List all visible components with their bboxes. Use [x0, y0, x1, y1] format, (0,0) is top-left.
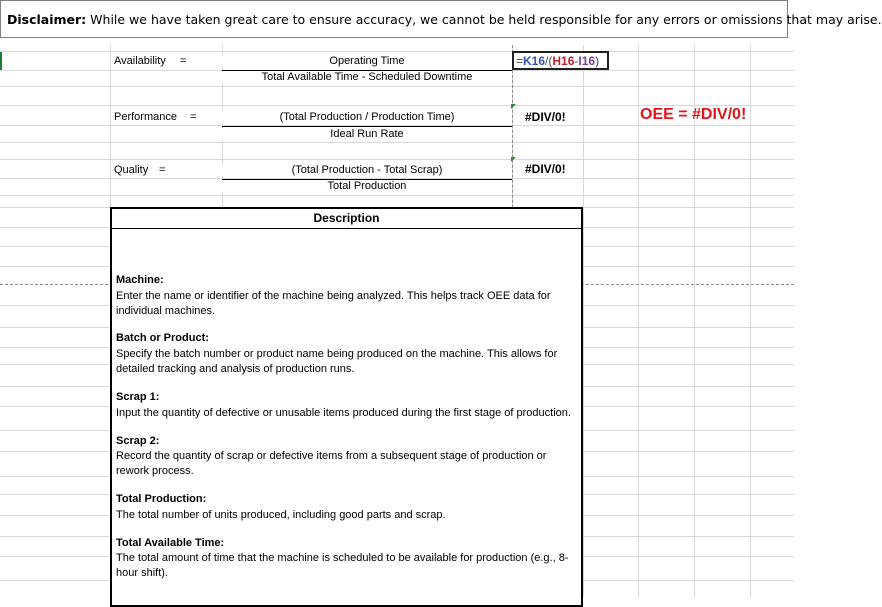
section-text-batch: Specify the batch number or product name being produced on the machine. This allows for detailed tracking and analysis of production runs.: [116, 348, 558, 375]
section-text-scrap2: Record the quantity of scrap or defective items from a subsequent stage of production or rework process.: [116, 450, 547, 477]
formula-ref-h16: H16: [552, 54, 575, 68]
performance-equals: =: [190, 111, 197, 123]
section-title-scrap1: Scrap 1:: [116, 391, 160, 403]
section-text-total-available-time: The total amount of time that the machine is scheduled to be available for production (e.g., 8-hour shift).: [116, 552, 569, 579]
section-title-scrap2: Scrap 2:: [116, 435, 160, 447]
disclaimer-banner: [0, 0, 882, 38]
quality-equals: =: [159, 164, 166, 176]
quality-denominator: Total Production: [222, 180, 512, 192]
performance-denominator: Ideal Run Rate: [222, 128, 512, 140]
oee-result: OEE = #DIV/0!: [640, 106, 747, 123]
disclaimer-label: Disclaimer:: [7, 12, 87, 27]
section-text-total-production: The total number of units produced, including good parts and scrap.: [116, 509, 446, 521]
formula-slash-open: /(: [545, 54, 553, 68]
description-panel: [110, 207, 583, 607]
performance-fraction-line: [222, 126, 512, 127]
section-title-machine: Machine:: [116, 274, 164, 286]
row-selection-marker: [0, 52, 2, 70]
formula-ref-i16: I16: [578, 54, 596, 68]
section-text-scrap1: Input the quantity of defective or unusable items produced during the first stage of production.: [116, 407, 571, 419]
availability-equals: =: [180, 55, 187, 67]
error-indicator-icon[interactable]: [511, 157, 516, 162]
formula-edit-cell[interactable]: [512, 51, 609, 70]
quality-numerator: (Total Production - Total Scrap): [222, 164, 512, 176]
section-title-total-production: Total Production:: [116, 493, 207, 505]
section-title-batch: Batch or Product:: [116, 332, 209, 344]
formula-equals: =: [516, 54, 524, 68]
disclaimer-text: While we have taken great care to ensure accuracy, we cannot be held responsible for any errors or omissions that may arise.: [86, 12, 882, 27]
availability-denominator: Total Available Time - Scheduled Downtime: [222, 71, 512, 83]
section-text-machine: Enter the name or identifier of the machine being analyzed. This helps track OEE data for individual machines.: [116, 290, 551, 317]
quality-label: Quality: [114, 164, 149, 176]
section-title-total-available-time: Total Available Time:: [116, 537, 225, 549]
performance-numerator: (Total Production / Production Time): [222, 111, 512, 123]
availability-label: Availability: [114, 55, 166, 67]
performance-result[interactable]: #DIV/0!: [525, 110, 566, 124]
formula-minus: -: [574, 54, 579, 68]
formula-ref-k16: K16: [523, 54, 546, 68]
performance-label: Performance: [114, 111, 177, 123]
quality-result[interactable]: #DIV/0!: [525, 162, 566, 176]
formula-close: ): [595, 54, 600, 68]
error-indicator-icon[interactable]: [511, 104, 516, 109]
availability-numerator: Operating Time: [222, 55, 512, 67]
description-header: Description: [112, 209, 581, 229]
